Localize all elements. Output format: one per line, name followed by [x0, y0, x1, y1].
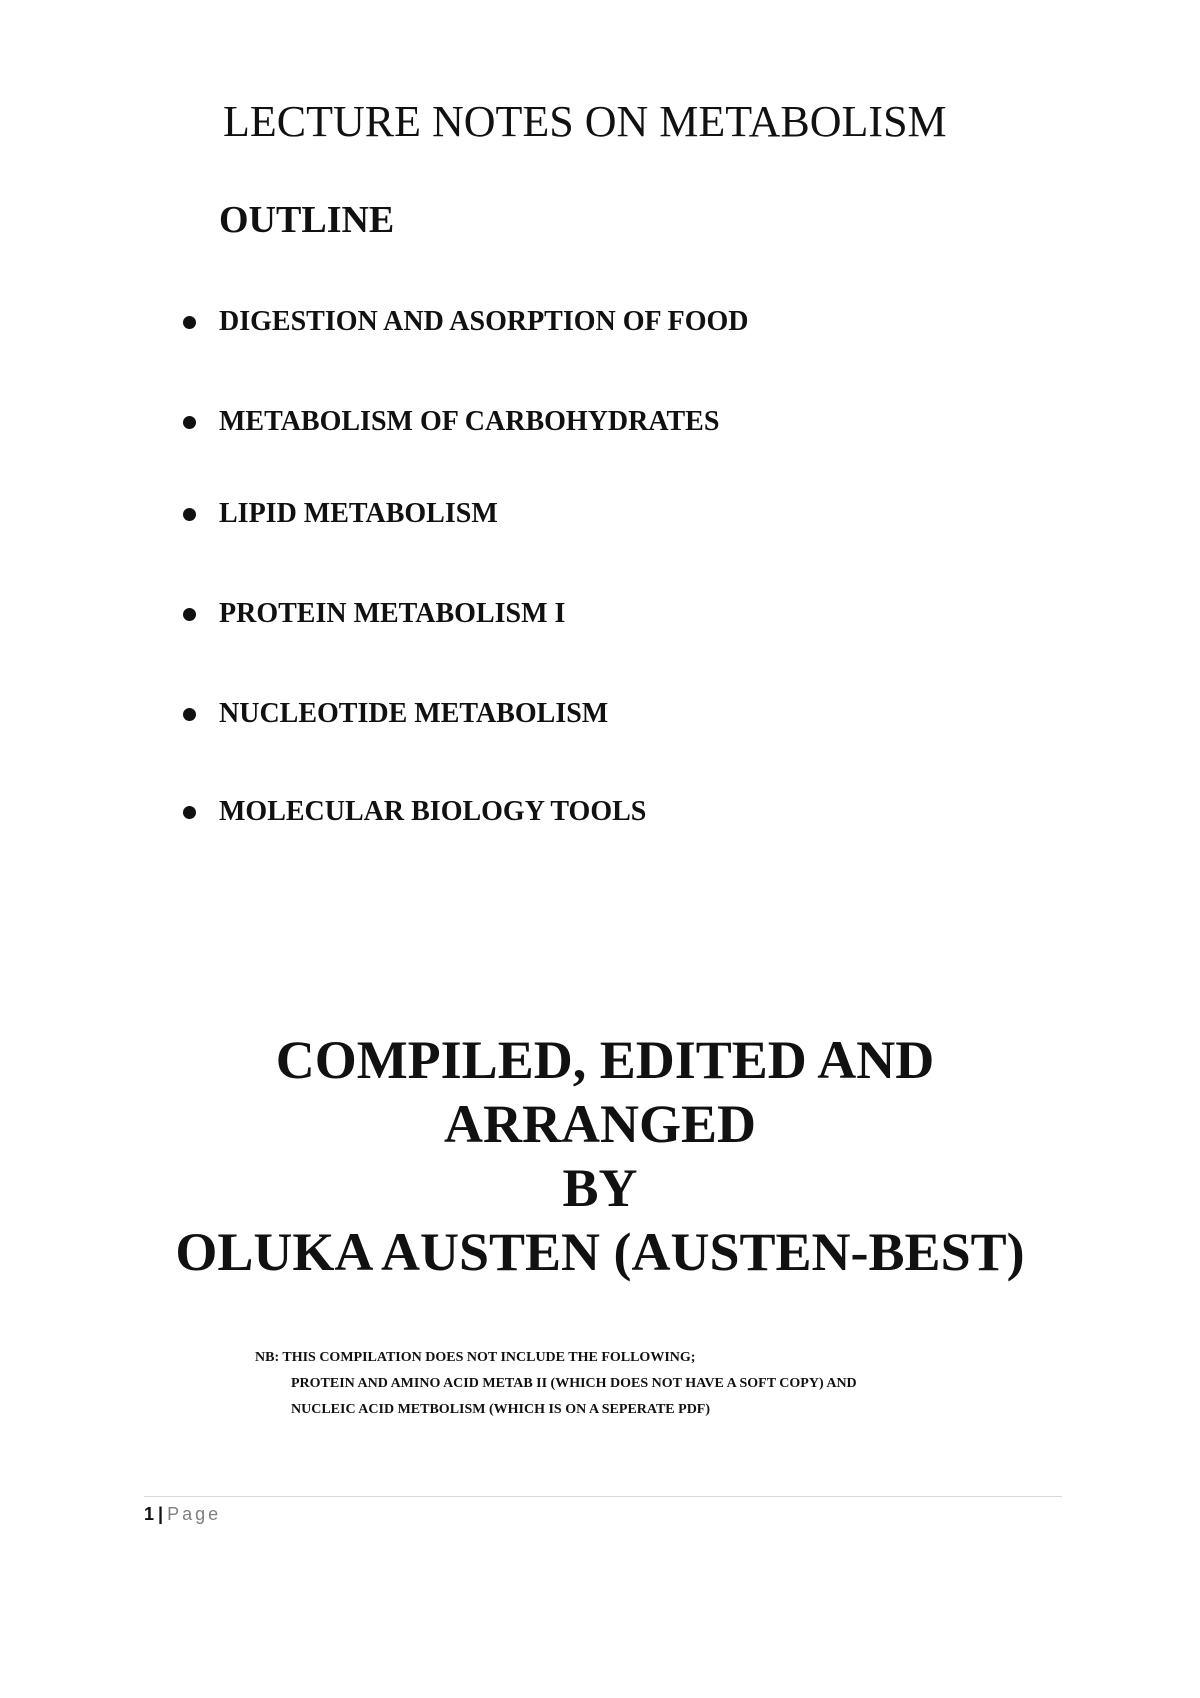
bullet-icon — [183, 608, 196, 621]
credits-block — [0, 1028, 1200, 1284]
page-number: 1 — [144, 1504, 155, 1524]
document-title: LECTURE NOTES ON METABOLISM — [223, 97, 947, 146]
credits-line: BY — [562, 1158, 638, 1218]
credits-line: ARRANGED — [443, 1094, 756, 1154]
author-name: OLUKA AUSTEN (AUSTEN-BEST) — [175, 1222, 1025, 1282]
nb-line: NB: THIS COMPILATION DOES NOT INCLUDE THE FOLLOWING; — [255, 1350, 696, 1365]
page-footer — [144, 1504, 221, 1525]
outline-item-label: MOLECULAR BIOLOGY TOOLS — [219, 796, 647, 827]
nb-line: NUCLEIC ACID METBOLISM (WHICH IS ON A SEPERATE PDF) — [291, 1402, 711, 1417]
outline-item-label: METABOLISM OF CARBOHYDRATES — [219, 406, 720, 437]
outline-item-label: NUCLEOTIDE METABOLISM — [219, 698, 609, 729]
footer-divider — [144, 1496, 1062, 1497]
credits-line: COMPILED, EDITED AND — [275, 1030, 935, 1090]
outline-item-label: DIGESTION AND ASORPTION OF FOOD — [219, 306, 749, 337]
page-label: Page — [167, 1504, 222, 1524]
bullet-icon — [183, 508, 196, 521]
outline-heading: OUTLINE — [219, 199, 395, 241]
bullet-icon — [183, 708, 196, 721]
nb-note — [255, 1345, 857, 1423]
outline-item-label: PROTEIN METABOLISM I — [219, 598, 566, 629]
bullet-icon — [183, 806, 196, 819]
bullet-icon — [183, 416, 196, 429]
page-separator: | — [158, 1504, 164, 1524]
bullet-icon — [183, 316, 196, 329]
outline-item-label: LIPID METABOLISM — [219, 498, 498, 529]
nb-line: PROTEIN AND AMINO ACID METAB II (WHICH DOES NOT HAVE A SOFT COPY) AND — [291, 1376, 857, 1391]
